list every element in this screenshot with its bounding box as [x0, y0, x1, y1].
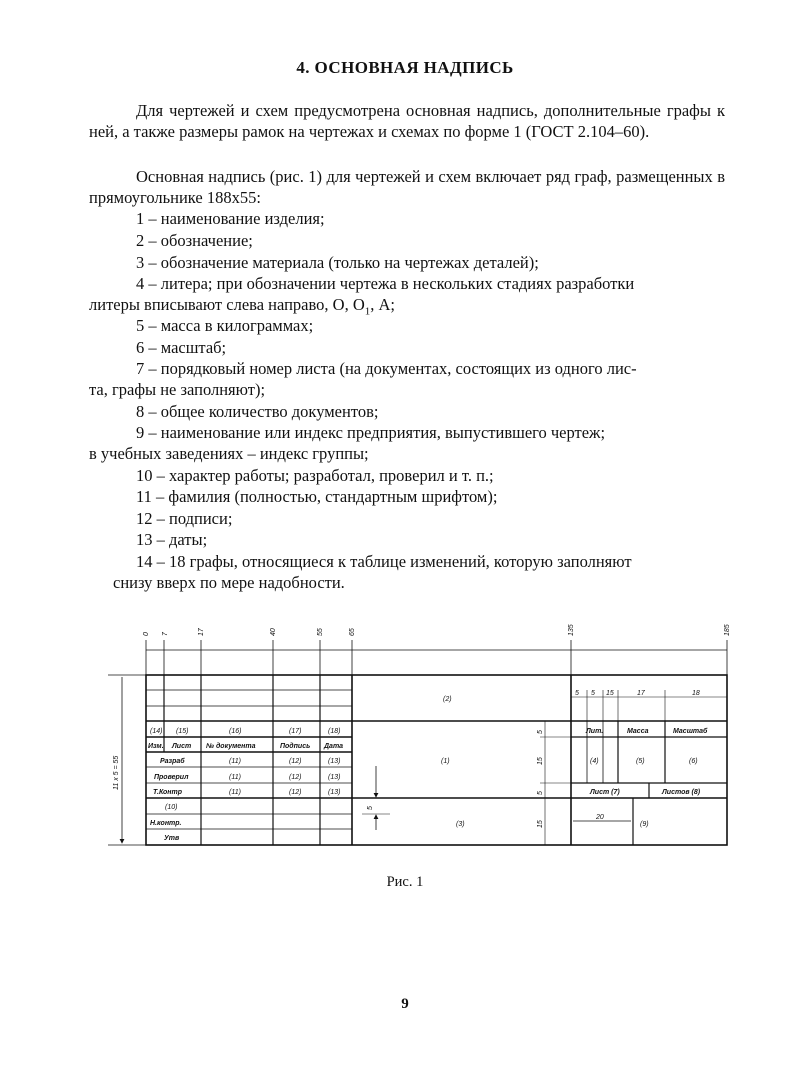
dim-label: 55: [317, 628, 324, 636]
cell: (18): [328, 728, 341, 735]
cell: (13): [328, 774, 341, 781]
list-item: 4 – литера; при обозначении чертежа в нескольких стадиях разработки: [136, 274, 635, 293]
dim-label: 40: [270, 628, 277, 636]
list-item: 10 – характер работы; разработал, проверил и т. п.;: [136, 466, 494, 485]
dim-label: 18: [692, 690, 700, 697]
dim-label: 17: [637, 690, 645, 697]
zone-label: (4): [590, 758, 599, 765]
page-number: 9: [401, 996, 409, 1012]
cell: (17): [289, 728, 302, 735]
cell: (15): [176, 728, 189, 735]
cell: (16): [229, 728, 242, 735]
cell: Н.контр.: [150, 820, 182, 827]
dim-label: 15: [537, 820, 544, 828]
cell: (13): [328, 758, 341, 765]
list-item: та, графы не заполняют);: [89, 380, 266, 399]
dim-label: 65: [349, 628, 356, 636]
list-item: 14 – 18 графы, относящиеся к таблице изменений, которую заполняют: [136, 552, 632, 571]
cell: Разраб: [160, 758, 185, 765]
list-item: в учебных заведениях – индекс группы;: [89, 444, 369, 463]
cell: (11): [229, 758, 241, 765]
list-item: 6 – масштаб;: [136, 338, 227, 357]
cell: (14): [150, 728, 163, 735]
cell: (12): [289, 758, 302, 765]
cell: Дата: [324, 743, 344, 750]
cell: Лист: [172, 743, 192, 750]
list-item: 13 – даты;: [136, 530, 208, 549]
zone-label: (6): [689, 758, 698, 765]
cell: (10): [165, 804, 178, 811]
page-title: 4. ОСНОВНАЯ НАДПИСЬ: [296, 58, 514, 77]
zone-label: Масса: [627, 728, 649, 735]
left-dimension-label: 11 x 5 = 55: [113, 755, 120, 790]
zone-label: (1): [441, 758, 450, 765]
dim-label: 0: [143, 632, 150, 636]
list-item: 2 – обозначение;: [136, 231, 253, 250]
list-item: 3 – обозначение материала (только на чертежах деталей);: [136, 253, 539, 272]
zone-label: Лист (7): [590, 789, 620, 796]
cell: (13): [328, 789, 341, 796]
zone-label: Листов (8): [662, 789, 701, 796]
list-item-text: литеры вписывают слева направо, О, О: [89, 295, 365, 314]
zone-label: Масштаб: [673, 728, 708, 735]
cell: Утв: [164, 835, 180, 842]
list-item-text: , А;: [370, 295, 396, 314]
list-item: 7 – порядковый номер листа (на документах, состоящих из одного лис-: [136, 359, 637, 378]
cell: Подпись: [280, 743, 311, 750]
zone-label: Лит.: [586, 728, 604, 735]
dim-label: 15: [537, 757, 544, 765]
intro-paragraph-1: Для чертежей и схем предусмотрена основная надпись, дополнительные графы к ней, а также размеры рамок на чертежах и схемах по форме 1 (ГОСТ 2.104–60).: [89, 101, 725, 141]
subscript: 1: [364, 305, 371, 318]
list-item: 9 – наименование или индекс предприятия, выпустившего чертеж;: [136, 423, 606, 442]
cell: Т.Контр: [153, 789, 182, 796]
zone-label: (5): [636, 758, 645, 765]
list-item: 11 – фамилия (полностью, стандартным шрифтом);: [136, 487, 498, 506]
zone-label: (3): [456, 821, 465, 828]
cell: Изм.: [148, 743, 164, 750]
list-item: 8 – общее количество документов;: [136, 402, 379, 421]
cell: (11): [229, 774, 241, 781]
dim-label: 5: [537, 791, 544, 795]
dim-label: 5: [575, 690, 579, 697]
dim-label: 5: [537, 730, 544, 734]
cell: № документа: [206, 743, 256, 750]
cell: (12): [289, 789, 302, 796]
zone-label: (9): [640, 821, 649, 828]
list-item: снизу вверх по мере надобности.: [113, 573, 345, 592]
dim-label: 20: [596, 814, 604, 821]
dim-label: 15: [606, 690, 614, 697]
zone-label: (2): [443, 696, 452, 703]
cell: Проверил: [154, 774, 189, 781]
figure-caption: Рис. 1: [386, 874, 424, 890]
dim-label: 5: [367, 806, 374, 810]
list-item: 5 – масса в килограммах;: [136, 316, 314, 335]
intro-paragraph-2: Основная надпись (рис. 1) для чертежей и схем включает ряд граф, размещенных в прямоугольнике 188х55:: [89, 167, 725, 207]
dim-label: 185: [724, 624, 731, 636]
dim-label: 7: [162, 632, 169, 636]
dim-label: 135: [568, 624, 575, 636]
top-dimension-labels: [143, 624, 731, 636]
list-item: 1 – наименование изделия;: [136, 209, 325, 228]
cell: (11): [229, 789, 241, 796]
dim-label: 5: [591, 690, 595, 697]
cell: (12): [289, 774, 302, 781]
list-item: 12 – подписи;: [136, 509, 233, 528]
dim-label: 17: [198, 628, 205, 636]
